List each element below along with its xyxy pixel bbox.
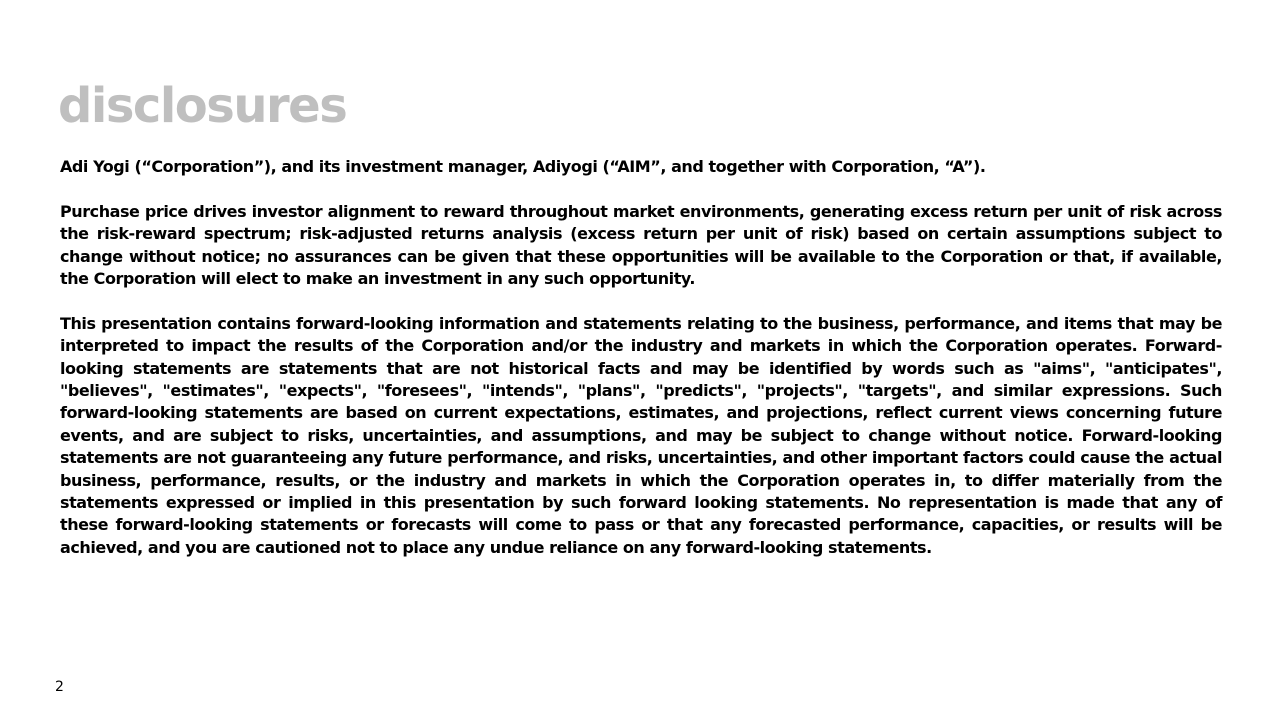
purchase-price-paragraph: Purchase price drives investor alignment to reward throughout market environments, generating excess return per unit of risk across the risk-reward spectrum; risk-adjusted returns analysis (excess return per unit of risk) based on certain assumptions subject to change without notice; no assurances can be given that these opportunities will be available to the Corporation or that, if available, the Corporation will elect to make an investment in any such opportunity. <box>60 201 1222 289</box>
forward-looking-statements-paragraph: This presentation contains forward-looking information and statements relating to the business, performance, and items that may be interpreted to impact the results of the Corporation and/or the industry and markets in which the Corporation operates. Forward-looking statements are statements that are not historical facts and may be identified by words such as "aims", "anticipates", "believes", "estimates", "expects", "foresees", "intends", "plans", "predicts", "projects", "targets", and similar expressions. Such forward-looking statements are based on current expectations, estimates, and projections, reflect current views concerning future events, and are subject to risks, uncertainties, and assumptions, and may be subject to change without notice. Forward-looking statements are not guaranteeing any future performance, and risks, uncertainties, and other important factors could cause the actual business, performance, results, or the industry and markets in which the Corporation operates in, to differ materially from the statements expressed or implied in this presentation by such forward looking statements. No representation is made that any of these forward-looking statements or forecasts will come to pass or that any forecasted performance, capacities, or results will be achieved, and you are cautioned not to place any undue reliance on any forward-looking statements. <box>60 313 1222 557</box>
page-number: 2 <box>55 679 64 695</box>
disclosure-body <box>60 156 1222 582</box>
page-title: disclosures <box>58 78 347 134</box>
entity-definition-paragraph: Adi Yogi (“Corporation”), and its investment manager, Adiyogi (“AIM”, and together with Corporation, “A”). <box>60 157 986 176</box>
